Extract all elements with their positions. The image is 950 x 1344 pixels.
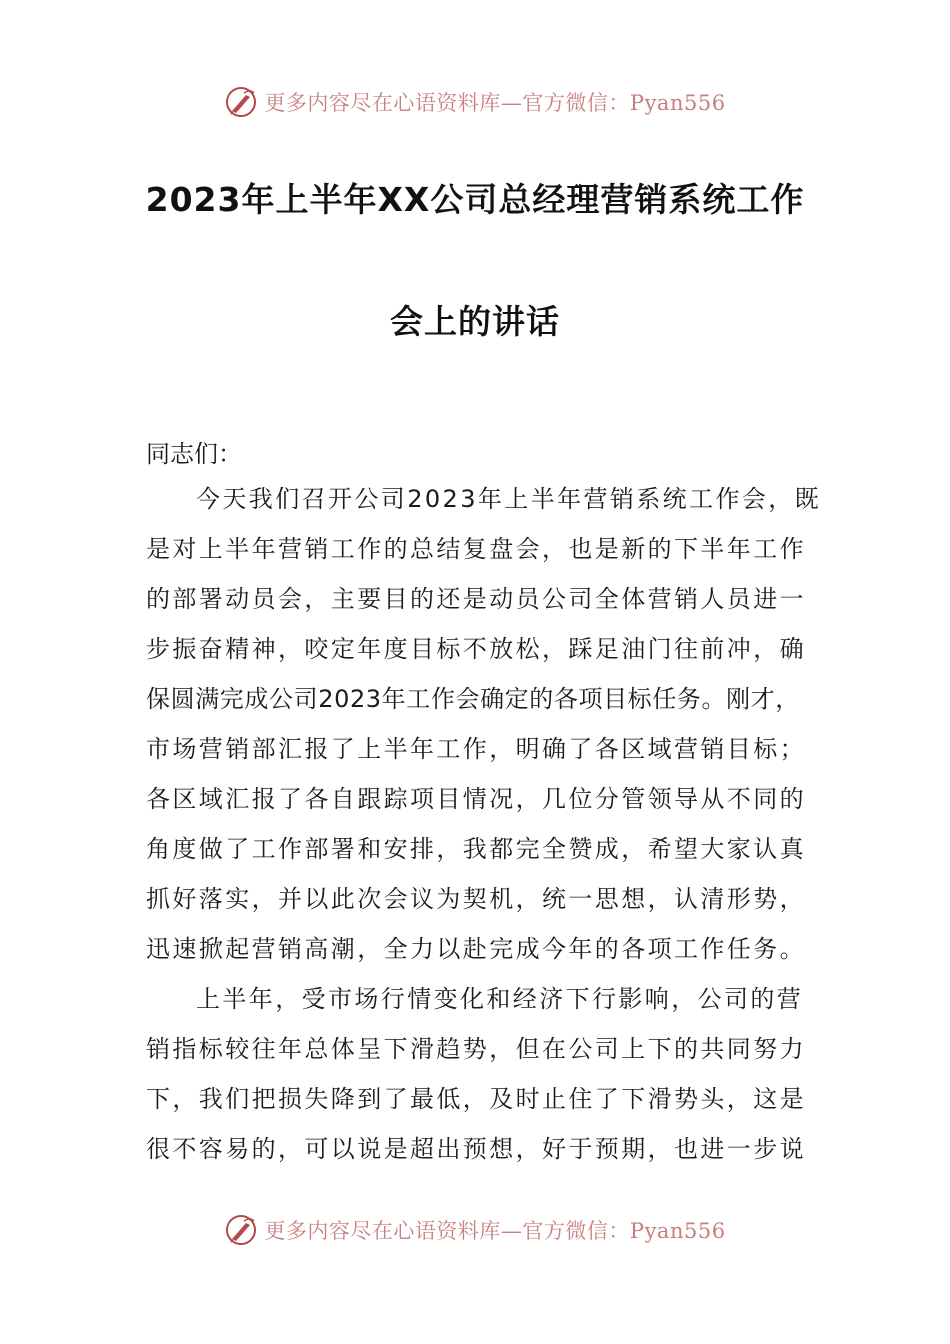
banner-text: 更多内容尽在心语资料库—官方微信：Pyan556 (264, 1219, 726, 1243)
document-title-line-2: 会上的讲话 (390, 302, 560, 341)
body-line: 今天我们召开公司2023年上半年营销系统工作会，既 (196, 485, 822, 513)
body-line: 的部署动员会，主要目的还是动员公司全体营销人员进一 (146, 585, 806, 613)
body-line: 是对上半年营销工作的总结复盘会，也是新的下半年工作 (146, 535, 806, 563)
footer-banner (0, 1212, 950, 1248)
pen-logo-icon (224, 1213, 258, 1247)
banner-text: 更多内容尽在心语资料库—官方微信：Pyan556 (264, 91, 726, 115)
body-line: 角度做了工作部署和安排，我都完全赞成，希望大家认真 (146, 835, 806, 863)
body-line: 各区域汇报了各自跟踪项目情况，几位分管领导从不同的 (146, 785, 806, 813)
header-banner (0, 84, 950, 120)
salutation: 同志们： (146, 440, 242, 468)
document-title-line-1: 2023年上半年XX公司总经理营销系统工作 (145, 180, 805, 219)
body-line: 很不容易的，可以说是超出预想，好于预期，也进一步说 (146, 1135, 806, 1163)
pen-logo-icon (224, 85, 258, 119)
body-line: 保圆满完成公司2023年工作会确定的各项目标任务。刚才， (146, 685, 800, 713)
body-line: 上半年，受市场行情变化和经济下行影响，公司的营 (196, 985, 804, 1013)
body-line: 迅速掀起营销高潮，全力以赴完成今年的各项工作任务。 (146, 935, 806, 963)
document-body (146, 474, 822, 1174)
body-line: 市场营销部汇报了上半年工作，明确了各区域营销目标； (146, 735, 806, 763)
body-line: 下，我们把损失降到了最低，及时止住了下滑势头，这是 (146, 1085, 806, 1113)
body-line: 抓好落实，并以此次会议为契机，统一思想，认清形势， (146, 885, 806, 913)
body-line: 步振奋精神，咬定年度目标不放松，踩足油门往前冲，确 (146, 635, 806, 663)
body-line: 销指标较往年总体呈下滑趋势，但在公司上下的共同努力 (146, 1035, 806, 1063)
